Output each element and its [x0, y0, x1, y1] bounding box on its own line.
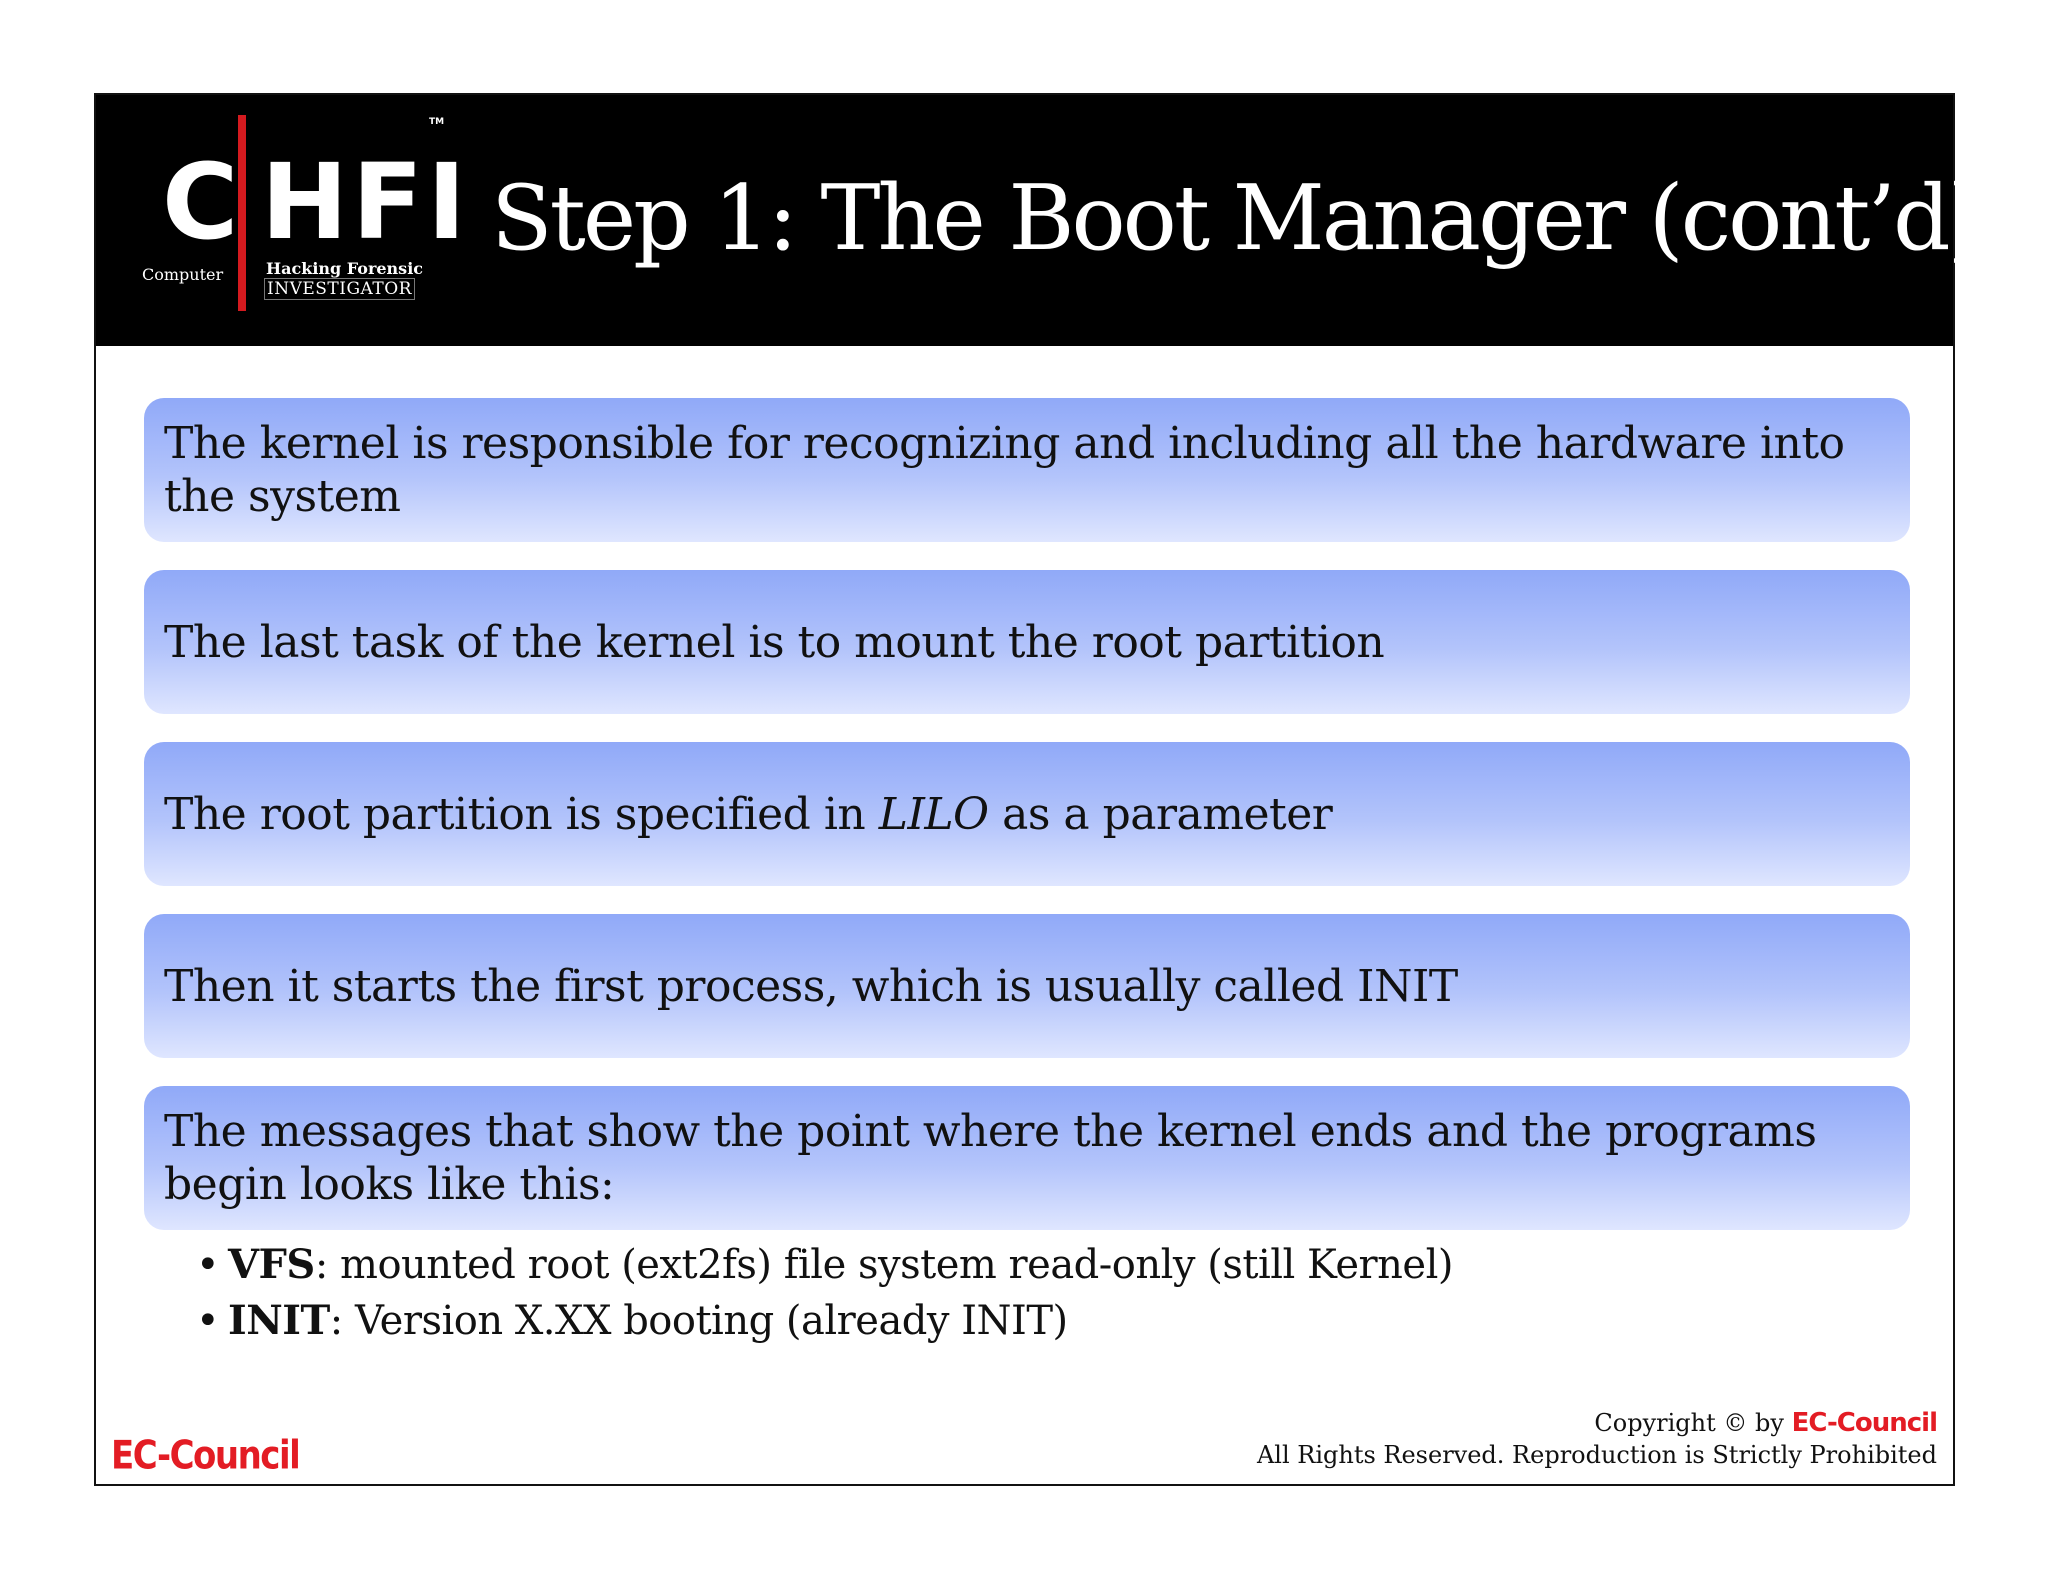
- lilo-term: LILO: [878, 788, 989, 840]
- bullet-term: VFS: [228, 1241, 315, 1288]
- content-box-5: [144, 1086, 1910, 1230]
- content-box-2: [144, 570, 1910, 714]
- message-bullet-list: [196, 1237, 1453, 1349]
- bullet-item-vfs: [196, 1237, 1453, 1293]
- logo-red-bar: [238, 115, 246, 311]
- slide: [94, 93, 1980, 1486]
- text-segment: as a parameter: [988, 788, 1333, 840]
- content-box-text: The last task of the kernel is to mount the root partition: [164, 616, 1385, 668]
- copyright-prefix: Copyright © by: [1594, 1409, 1792, 1437]
- content-box-text: [164, 788, 1332, 841]
- header-bar: [96, 95, 1980, 346]
- text-segment: The root partition is specified in: [164, 788, 879, 840]
- content-box-4: [144, 914, 1910, 1058]
- bullet-item-init: [196, 1293, 1453, 1349]
- bullet-text: : mounted root (ext2fs) file system read-only (still Kernel): [314, 1242, 1453, 1288]
- logo-hacking-forensic-text: Hacking Forensic: [266, 259, 424, 278]
- logo-investigator-text: INVESTIGATOR: [264, 278, 415, 300]
- content-box-1: [144, 398, 1910, 542]
- copyright-line: [1257, 1407, 1937, 1439]
- logo-computer-text: Computer: [142, 265, 224, 284]
- chfi-logo: [96, 95, 470, 346]
- logo-letter-c: C: [162, 141, 237, 263]
- copyright-notice: [1257, 1407, 1937, 1471]
- content-box-3: [144, 742, 1910, 886]
- content-box-text: The kernel is responsible for recognizing and including all the hardware into the system: [164, 418, 1845, 522]
- copyright-brand: EC-Council: [1791, 1408, 1937, 1438]
- content-box-text: The messages that show the point where the kernel ends and the programs begin looks like this:: [164, 1106, 1817, 1210]
- content-box-text: Then it starts the first process, which is usually called INIT: [164, 960, 1458, 1012]
- logo-letters-hfi: HFI: [261, 141, 470, 263]
- rights-line: All Rights Reserved. Reproduction is Strictly Prohibited: [1256, 1441, 1937, 1469]
- bullet-term: INIT: [228, 1297, 330, 1344]
- logo-trademark: TM: [429, 117, 445, 127]
- slide-title: Step 1: The Boot Manager (cont’d): [491, 166, 1980, 271]
- ec-council-logo: EC-Council: [111, 1433, 300, 1479]
- bullet-text: : Version X.XX booting (already INIT): [329, 1298, 1068, 1344]
